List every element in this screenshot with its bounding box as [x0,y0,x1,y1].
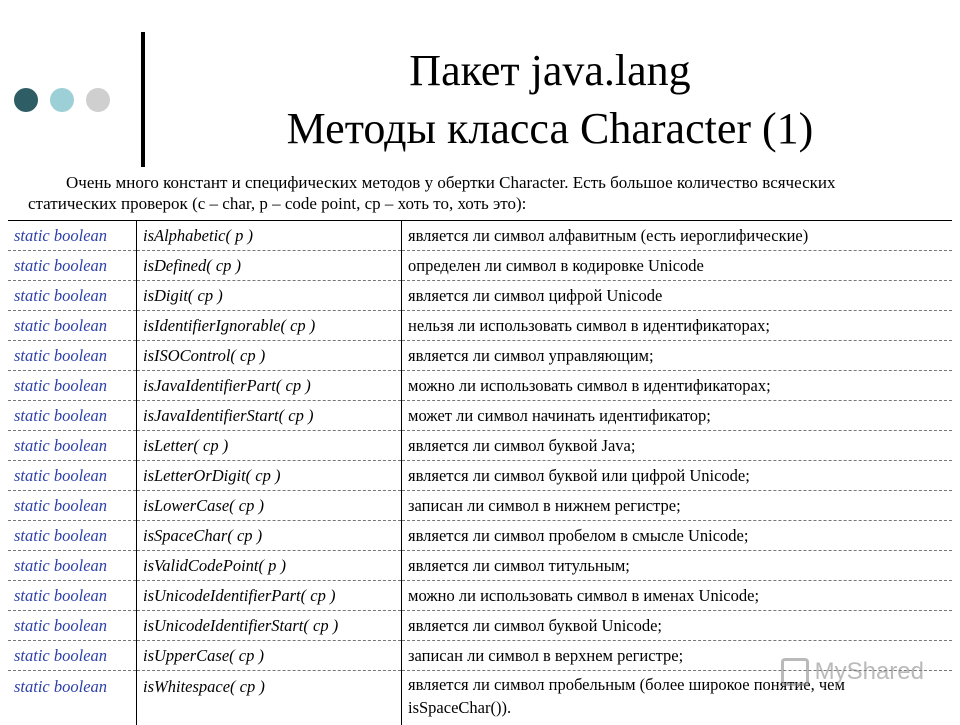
method-description: является ли символ титульным; [402,551,953,581]
presentation-icon [781,658,809,686]
method-description: определен ли символ в кодировке Unicode [402,251,953,281]
method-description: является ли символ алфавитным (есть иероглифические) [402,221,953,251]
method-description: можно ли использовать символ в идентификаторах; [402,371,953,401]
method-description: нельзя ли использовать символ в идентификаторах; [402,311,953,341]
watermark [781,658,924,686]
method-return-type: static boolean [8,221,137,251]
method-name: isUnicodeIdentifierPart( cp ) [137,581,402,611]
table-row [8,461,952,491]
method-return-type: static boolean [8,671,137,725]
method-description: может ли символ начинать идентификатор; [402,401,953,431]
method-return-type: static boolean [8,641,137,671]
method-name: isValidCodePoint( p ) [137,551,402,581]
method-return-type: static boolean [8,611,137,641]
decor-dot-grey [86,88,110,112]
decor-dot-light [50,88,74,112]
table-row [8,551,952,581]
method-description: записан ли символ в нижнем регистре; [402,491,953,521]
method-name: isISOControl( cp ) [137,341,402,371]
method-description: является ли символ цифрой Unicode [402,281,953,311]
method-description: является ли символ пробельным (более широкое понятие, чем isSpaceChar()). [402,671,953,725]
method-name: isJavaIdentifierPart( cp ) [137,371,402,401]
method-return-type: static boolean [8,371,137,401]
table-row [8,311,952,341]
method-name: isDigit( cp ) [137,281,402,311]
watermark-text: MyShared [815,658,924,686]
method-description: является ли символ буквой или цифрой Unicode; [402,461,953,491]
method-name: isDefined( cp ) [137,251,402,281]
table-row [8,581,952,611]
method-name: isWhitespace( cp ) [137,671,402,725]
method-description: записан ли символ в верхнем регистре; [402,641,953,671]
method-name: isUnicodeIdentifierStart( cp ) [137,611,402,641]
table-row [8,251,952,281]
method-return-type: static boolean [8,311,137,341]
methods-table-body [8,221,952,725]
slide-title [150,42,950,158]
table-row [8,221,952,251]
method-name: isJavaIdentifierStart( cp ) [137,401,402,431]
method-name: isSpaceChar( cp ) [137,521,402,551]
method-description: является ли символ буквой Java; [402,431,953,461]
method-description: является ли символ пробелом в смысле Unicode; [402,521,953,551]
table-row [8,431,952,461]
method-return-type: static boolean [8,281,137,311]
table-row [8,371,952,401]
title-divider [141,32,145,167]
decor-dot-dark [14,88,38,112]
method-description: является ли символ управляющим; [402,341,953,371]
intro-text: Очень много констант и специфических методов у обертки Character. Есть большое количество всяческих статических проверок (c – char, p – code point, cp – хоть то, хоть это): [28,172,928,214]
table-row [8,611,952,641]
method-return-type: static boolean [8,431,137,461]
method-return-type: static boolean [8,491,137,521]
method-description: является ли символ буквой Unicode; [402,611,953,641]
method-name: isIdentifierIgnorable( cp ) [137,311,402,341]
slide-title-line1: Пакет java.lang [150,42,950,100]
method-return-type: static boolean [8,251,137,281]
method-return-type: static boolean [8,401,137,431]
method-description: можно ли использовать символ в именах Unicode; [402,581,953,611]
method-name: isAlphabetic( p ) [137,221,402,251]
method-name: isLetter( cp ) [137,431,402,461]
table-row [8,341,952,371]
method-return-type: static boolean [8,341,137,371]
table-row [8,491,952,521]
method-return-type: static boolean [8,461,137,491]
method-name: isLetterOrDigit( cp ) [137,461,402,491]
method-return-type: static boolean [8,551,137,581]
method-name: isUpperCase( cp ) [137,641,402,671]
decor-dots [14,88,110,112]
method-return-type: static boolean [8,521,137,551]
table-row [8,401,952,431]
slide-title-line2: Методы класса Character (1) [150,100,950,158]
methods-table [8,220,952,725]
table-row [8,521,952,551]
table-row [8,281,952,311]
method-return-type: static boolean [8,581,137,611]
method-name: isLowerCase( cp ) [137,491,402,521]
